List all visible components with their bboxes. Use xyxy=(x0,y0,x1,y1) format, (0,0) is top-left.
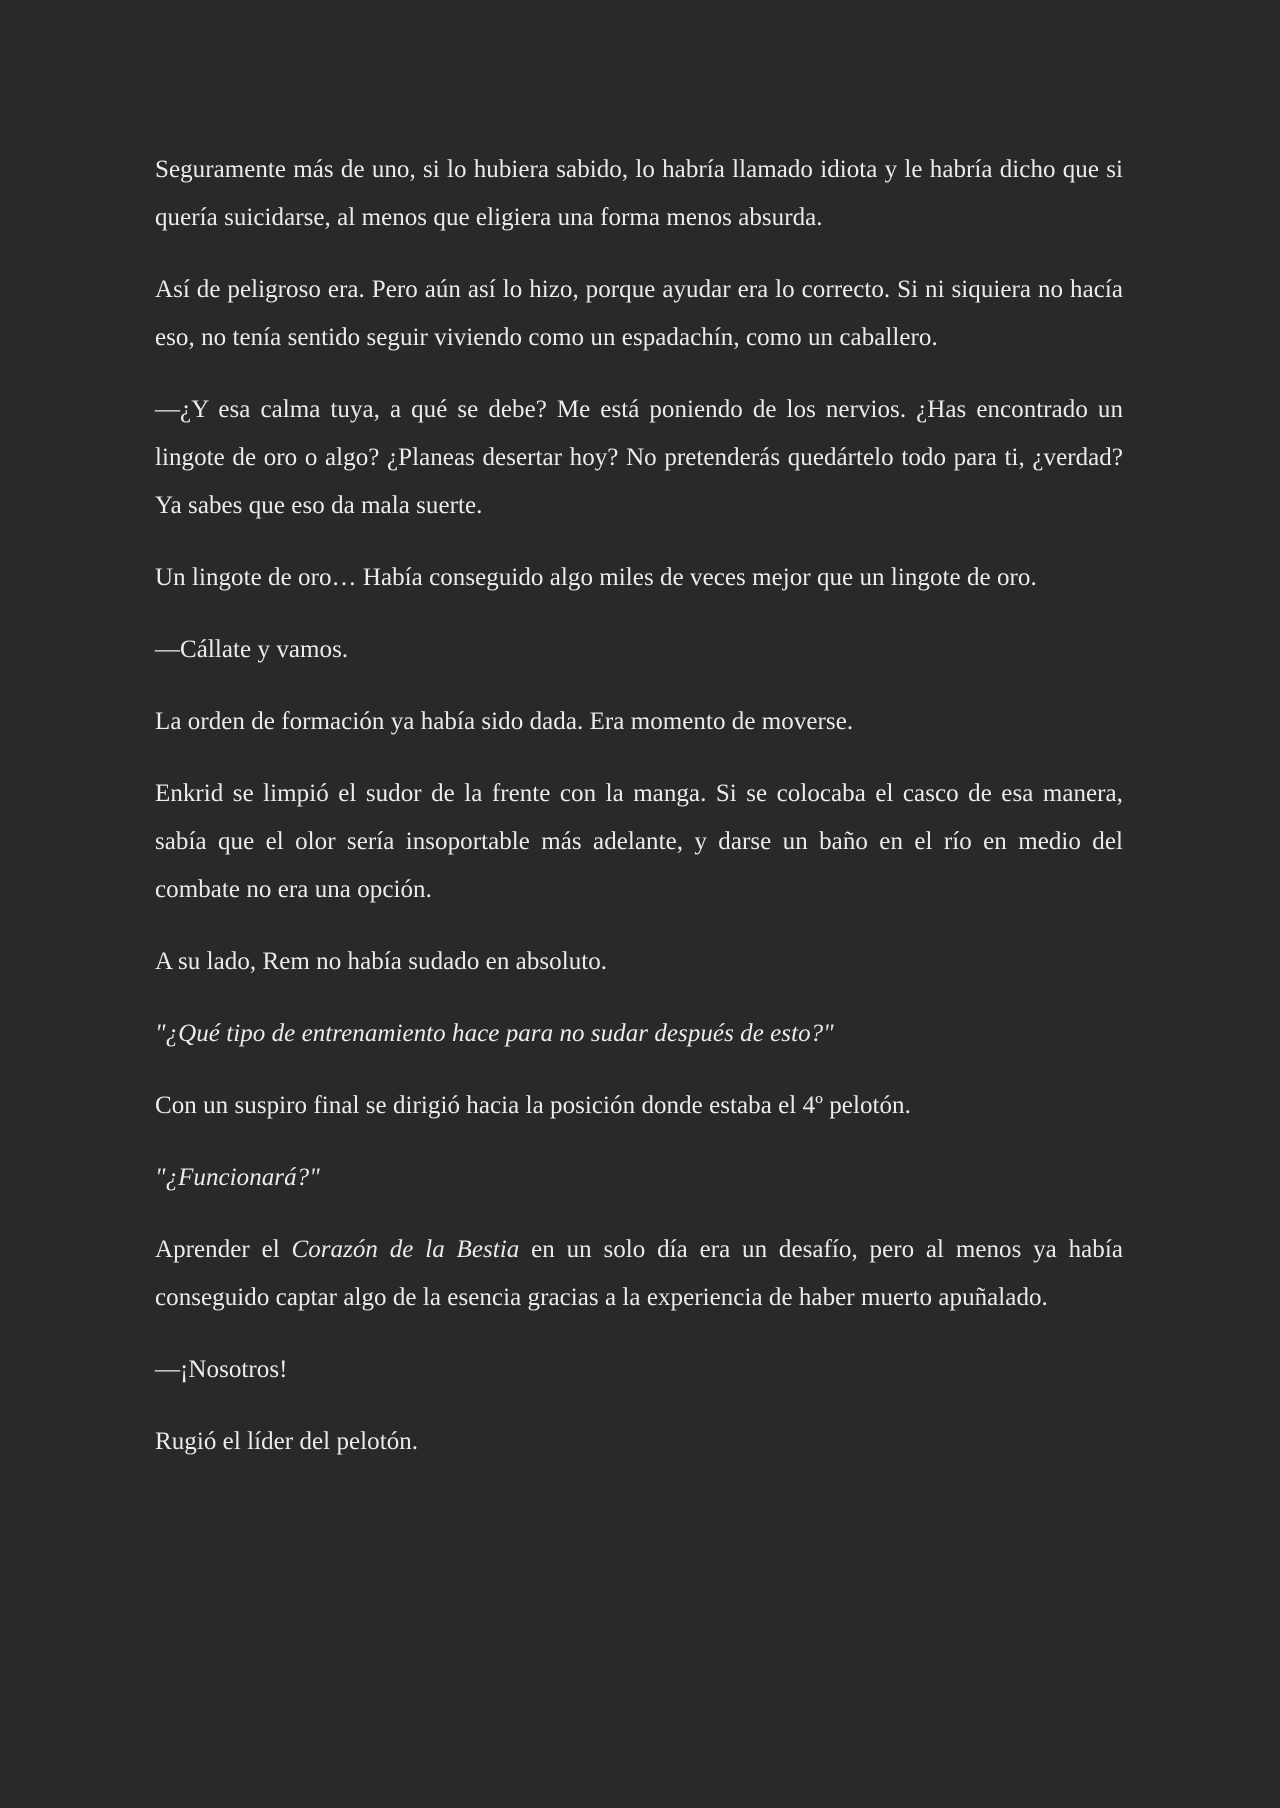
paragraph-6: La orden de formación ya había sido dada. Era momento de moverse. xyxy=(155,708,854,735)
paragraph-8: A su lado, Rem no había sudado en absoluto. xyxy=(155,948,608,975)
paragraph-14: Rugió el líder del pelotón. xyxy=(155,1428,419,1455)
paragraph-7: Enkrid se limpió el sudor de la frente con la manga. Si se colocaba el casco de esa manera, sabía que el olor sería insoportable más adelante, y darse un baño en el río en medio del combate no era una opción. xyxy=(155,780,1123,903)
paragraph-4: Un lingote de oro… Había conseguido algo miles de veces mejor que un lingote de oro. xyxy=(155,564,1037,591)
paragraph-13-dialogue: —¡Nosotros! xyxy=(155,1356,288,1383)
paragraph-5-dialogue: —Cállate y vamos. xyxy=(155,636,349,663)
paragraph-3-dialogue: —¿Y esa calma tuya, a qué se debe? Me está poniendo de los nervios. ¿Has encontrado un lingote de oro o algo? ¿Planeas desertar hoy? No pretenderás quedártelo todo para ti, ¿verdad? Ya sabes que eso da mala suerte. xyxy=(155,396,1123,519)
paragraph-12 xyxy=(155,1226,1123,1322)
paragraph-12-before: Aprender el xyxy=(155,1236,292,1263)
paragraph-12-after: en un solo día era un desafío, pero al menos ya había conseguido captar algo de la esencia gracias a la experiencia de haber muerto apuñalado. xyxy=(155,1236,1123,1311)
paragraph-11-thought: "¿Funcionará?" xyxy=(155,1164,320,1191)
paragraph-2: Así de peligroso era. Pero aún así lo hizo, porque ayudar era lo correcto. Si ni siquiera no hacía eso, no tenía sentido seguir viviendo como un espadachín, como un caballero. xyxy=(155,276,1123,351)
paragraph-10: Con un suspiro final se dirigió hacia la posición donde estaba el 4º pelotón. xyxy=(155,1092,911,1119)
paragraph-9-thought: "¿Qué tipo de entrenamiento hace para no sudar después de esto?" xyxy=(155,1020,834,1047)
paragraph-1: Seguramente más de uno, si lo hubiera sabido, lo habría llamado idiota y le habría dicho que si quería suicidarse, al menos que eligiera una forma menos absurda. xyxy=(155,156,1123,231)
paragraph-12-emphasis: Corazón de la Bestia xyxy=(291,1236,520,1263)
